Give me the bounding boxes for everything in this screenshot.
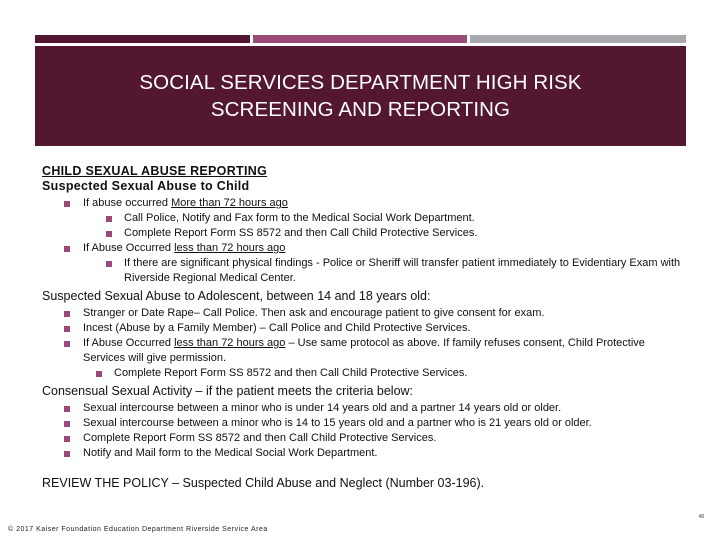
- square-bullet-icon: [64, 326, 70, 332]
- list-item: If abuse occurred More than 72 hours ago Call Police, Notify and Fax form to the Medical Social Work Department. Complete Report Form SS 8572 and then Call Child Protective Services.: [64, 196, 682, 241]
- footer-copyright: © 2017 Kaiser Foundation Education Department Riverside Service Area: [8, 526, 268, 533]
- list-item: If Abuse Occurred less than 72 hours ago If there are significant physical findings - Police or Sheriff will transfer patient immediately to Evidentiary Exam with Riverside Regional Medical Center.: [64, 241, 682, 286]
- consensual-list: [64, 401, 682, 461]
- list-item: Call Police, Notify and Fax form to the Medical Social Work Department.: [106, 211, 682, 226]
- list-item: Complete Report Form SS 8572 and then Call Child Protective Services.: [106, 226, 682, 241]
- sub-list: [106, 256, 682, 286]
- square-bullet-icon: [64, 451, 70, 457]
- square-bullet-icon: [64, 311, 70, 317]
- list-item: Complete Report Form SS 8572 and then Call Child Protective Services.: [96, 366, 682, 381]
- square-bullet-icon: [64, 201, 70, 207]
- page-number: 48: [698, 514, 704, 520]
- top-accent-bar-3: [470, 35, 686, 43]
- square-bullet-icon: [64, 436, 70, 442]
- adolescent-list: [64, 306, 682, 381]
- section-heading-consensual: Consensual Sexual Activity – if the patient meets the criteria below:: [42, 384, 414, 398]
- top-accent-bar-1: [35, 35, 250, 43]
- section-heading-adolescent: Suspected Sexual Abuse to Adolescent, between 14 and 18 years old:: [42, 289, 431, 303]
- top-accent-bar-2: [253, 35, 467, 43]
- list-item: Complete Report Form SS 8572 and then Call Child Protective Services.: [64, 431, 682, 446]
- policy-reference: REVIEW THE POLICY – Suspected Child Abuse and Neglect (Number 03-196).: [42, 476, 485, 490]
- section-heading-child-abuse-reporting: CHILD SEXUAL ABUSE REPORTING: [42, 164, 268, 178]
- square-bullet-icon: [64, 421, 70, 427]
- square-bullet-icon: [106, 216, 112, 222]
- square-bullet-icon: [64, 406, 70, 412]
- square-bullet-icon: [64, 341, 70, 347]
- sub-list: [96, 366, 682, 381]
- list-item: Sexual intercourse between a minor who is under 14 years old and a partner 14 years old or older.: [64, 401, 682, 416]
- child-abuse-list: [64, 196, 682, 286]
- square-bullet-icon: [96, 371, 102, 377]
- list-item: If there are significant physical findings - Police or Sheriff will transfer patient immediately to Evidentiary Exam with Riverside Regional Medical Center.: [106, 256, 682, 286]
- square-bullet-icon: [64, 246, 70, 252]
- sub-list: [106, 211, 682, 241]
- square-bullet-icon: [106, 231, 112, 237]
- list-item: Incest (Abuse by a Family Member) – Call Police and Child Protective Services.: [64, 321, 682, 336]
- subheading-suspected-abuse-child: Suspected Sexual Abuse to Child: [42, 179, 250, 193]
- list-item: If Abuse Occurred less than 72 hours ago – Use same protocol as above. If family refuses consent, Child Protective Services will give permission. Complete Report Form SS 8572 and then Call Child Protective Services.: [64, 336, 682, 381]
- slide-content: [42, 164, 682, 491]
- square-bullet-icon: [106, 261, 112, 267]
- list-item: Notify and Mail form to the Medical Social Work Department.: [64, 446, 682, 461]
- list-item: Stranger or Date Rape– Call Police. Then ask and encourage patient to give consent for exam.: [64, 306, 682, 321]
- page-title: SOCIAL SERVICES DEPARTMENT HIGH RISK SCREENING AND REPORTING: [139, 71, 582, 121]
- title-banner: [35, 46, 686, 146]
- list-item: Sexual intercourse between a minor who is 14 to 15 years old and a partner who is 21 years old or older.: [64, 416, 682, 431]
